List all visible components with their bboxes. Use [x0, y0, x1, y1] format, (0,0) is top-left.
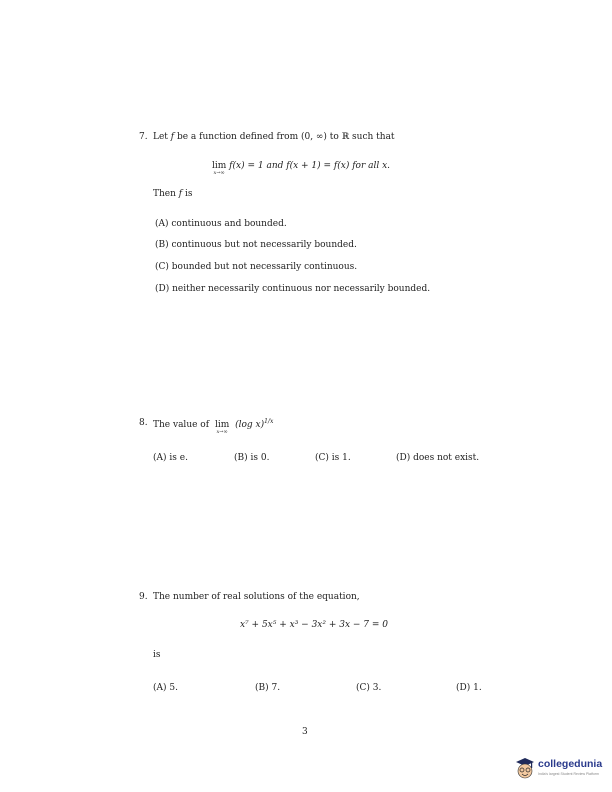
- q7-option-a: (A) continuous and bounded.: [155, 219, 287, 229]
- q8-number: 8.: [139, 418, 148, 428]
- q8-stem-text: The value of: [153, 420, 210, 430]
- q8-option-c: (C) is 1.: [315, 453, 351, 463]
- q9-is: is: [153, 650, 161, 660]
- q8-lim-word: lim: [214, 420, 230, 430]
- q7-then-f: f: [178, 189, 183, 199]
- q8-option-a: (A) is e.: [153, 453, 188, 463]
- q7-then: [153, 189, 193, 199]
- q8-exponent: 1/x: [264, 418, 274, 425]
- q7-option-b: (B) continuous but not necessarily bounded.: [155, 240, 357, 250]
- q7-stem-a: Let: [153, 132, 171, 142]
- q8-option-d: (D) does not exist.: [396, 453, 480, 463]
- q9-option-d: (D) 1.: [456, 683, 482, 693]
- collegedunia-logo: [514, 752, 608, 786]
- logo-name: collegedunia: [538, 758, 603, 770]
- q7-option-d: (D) neither necessarily continuous nor necessarily bounded.: [155, 284, 431, 294]
- q7-then-text: Then: [153, 189, 179, 199]
- q9-equation: x⁷ + 5x⁵ + x³ − 3x² + 3x − 7 = 0: [240, 620, 389, 630]
- q7-stem: [153, 132, 395, 142]
- q7-then-is: is: [182, 189, 193, 199]
- q8-lim-subscript: x→∞: [216, 429, 228, 435]
- q7-lim-word: lim: [212, 161, 227, 171]
- q9-stem: The number of real solutions of the equation,: [153, 592, 360, 602]
- logo-tagline: India's largest Student Review Platform: [538, 772, 599, 776]
- q7-stem-b: be a function defined from (0, ∞) to ℝ such that: [174, 132, 395, 142]
- q9-option-b: (B) 7.: [255, 683, 281, 693]
- student-mascot-icon: [514, 756, 536, 782]
- page-number: 3: [302, 727, 308, 737]
- q7-display-equation: [212, 161, 391, 176]
- q9-number: 9.: [139, 592, 148, 602]
- q8-stem: [153, 418, 274, 435]
- q7-number: 7.: [139, 132, 148, 142]
- q7-display-rest: f(x) = 1 and f(x + 1) = f(x) for all x.: [229, 161, 391, 171]
- q8-limit: [214, 420, 230, 435]
- q8-option-b: (B) is 0.: [234, 453, 270, 463]
- q9-option-a: (A) 5.: [153, 683, 178, 693]
- q8-expression: (log x): [235, 420, 265, 430]
- q7-option-c: (C) bounded but not necessarily continuous.: [155, 262, 358, 272]
- q7-lim-subscript: x→∞: [213, 170, 225, 176]
- q7-limit: [212, 161, 227, 176]
- q7-stem-f: f: [170, 132, 175, 142]
- q9-option-c: (C) 3.: [356, 683, 382, 693]
